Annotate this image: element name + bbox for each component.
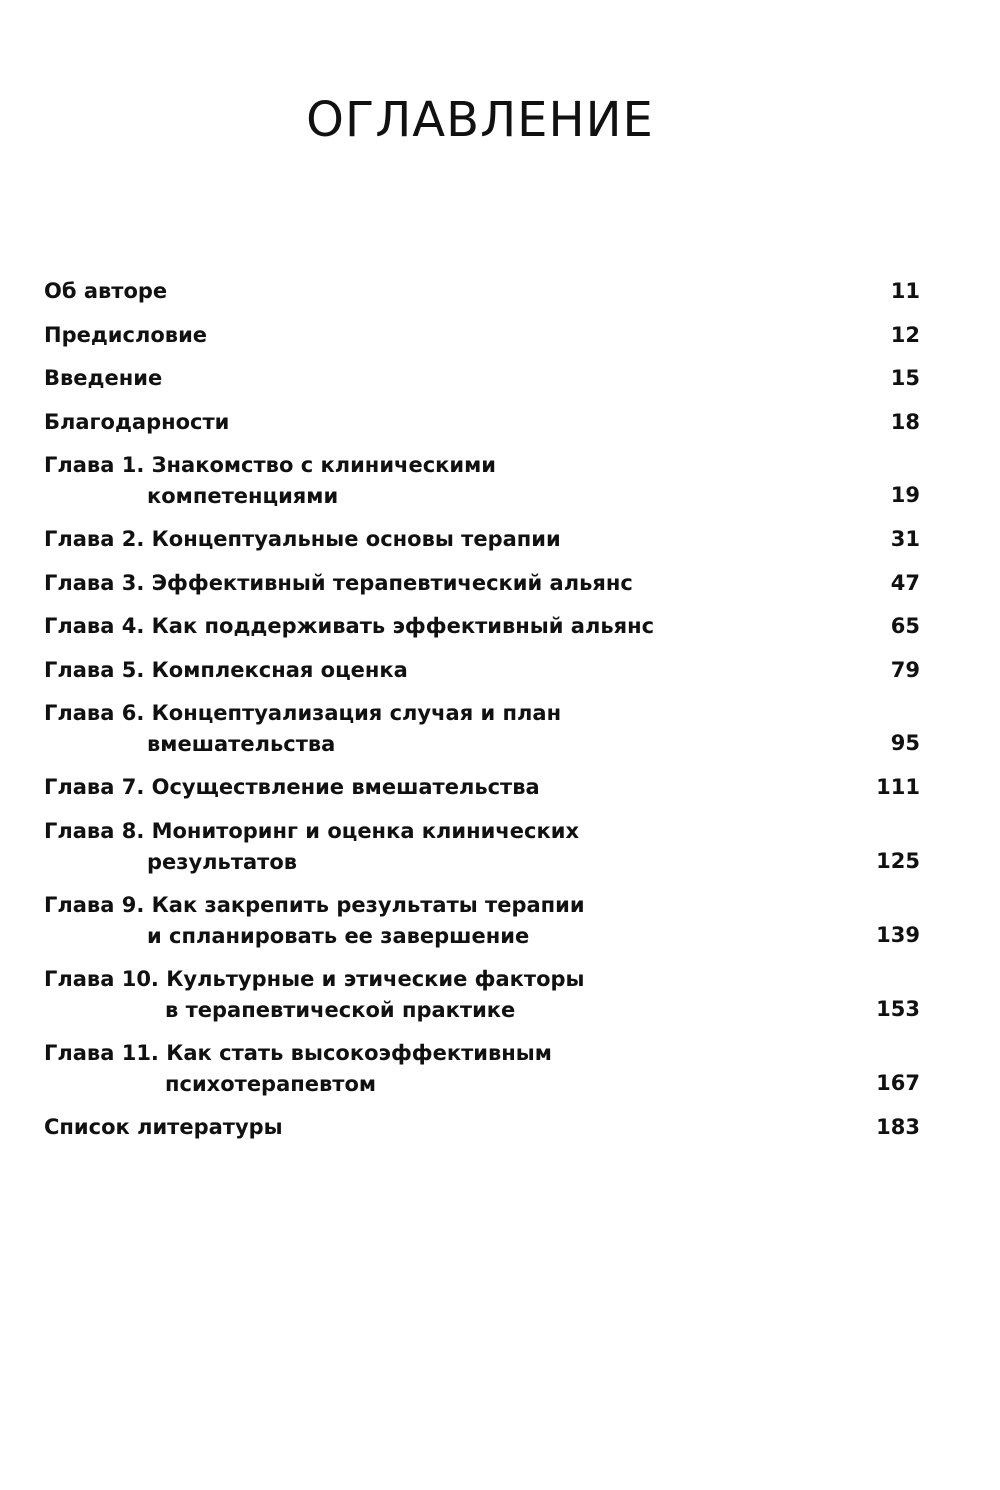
toc-entry-title: Глава 9. Как закрепить результаты терапии	[44, 892, 585, 917]
toc-entry-title-continued: компетенциями	[147, 484, 339, 508]
toc-entry-page: 183	[876, 1114, 920, 1139]
table-of-contents	[44, 276, 920, 1155]
toc-entry-page: 65	[890, 614, 920, 638]
toc-entry-title: Список литературы	[44, 1114, 283, 1139]
toc-entry-title-continued: результатов	[147, 849, 298, 874]
toc-entry-page: 167	[876, 1070, 920, 1095]
chapter-label: Глава 8.	[44, 818, 145, 843]
toc-entry-title-continued: вмешательства	[147, 732, 336, 756]
toc-entry[interactable]	[44, 816, 920, 890]
chapter-label: Глава 1.	[44, 453, 145, 477]
chapter-label: Глава 3.	[44, 570, 145, 595]
toc-entry-page: 15	[890, 366, 920, 390]
toc-entry[interactable]	[44, 276, 920, 320]
chapter-label: Глава 9.	[44, 892, 145, 917]
toc-entry-page: 47	[890, 570, 920, 595]
toc-entry-title: Глава 11. Как стать высокоэффективным	[44, 1040, 552, 1065]
toc-entry-title-continued: и спланировать ее завершение	[147, 923, 530, 948]
toc-entry[interactable]	[44, 655, 920, 699]
toc-entry-title: Глава 3. Эффективный терапевтический альянс	[44, 570, 633, 595]
toc-entry-page: 19	[890, 483, 920, 507]
chapter-label: Глава 10.	[44, 966, 159, 991]
toc-entry[interactable]	[44, 698, 920, 772]
toc-entry[interactable]	[44, 320, 920, 364]
toc-entry-page: 11	[890, 279, 920, 303]
toc-entry[interactable]	[44, 568, 920, 612]
chapter-label: Глава 7.	[44, 775, 145, 799]
toc-entry-page: 139	[876, 922, 920, 947]
toc-entry[interactable]	[44, 890, 920, 964]
toc-entry-title: Глава 7. Осуществление вмешательства	[44, 775, 540, 799]
toc-entry-title: Глава 5. Комплексная оценка	[44, 657, 408, 682]
toc-entry-page: 12	[890, 322, 920, 347]
chapter-label: Глава 6.	[44, 701, 145, 725]
toc-entry-title-continued: психотерапевтом	[165, 1071, 377, 1096]
toc-entry-page: 18	[890, 409, 920, 434]
toc-entry[interactable]	[44, 611, 920, 655]
toc-entry-page: 125	[876, 848, 920, 873]
toc-entry-title-continued: в терапевтической практике	[165, 997, 516, 1022]
toc-entry-title: Глава 6. Концептуализация случая и план	[44, 701, 562, 725]
toc-entry-title: Глава 1. Знакомство с клиническими	[44, 453, 496, 477]
toc-entry[interactable]	[44, 524, 920, 568]
toc-entry-page: 31	[890, 527, 920, 551]
toc-entry[interactable]	[44, 1112, 920, 1156]
chapter-label: Глава 11.	[44, 1040, 159, 1065]
toc-entry[interactable]	[44, 450, 920, 524]
toc-entry-title: Введение	[44, 366, 163, 390]
toc-entry-title: Глава 2. Концептуальные основы терапии	[44, 527, 561, 551]
toc-entry-title: Глава 8. Мониторинг и оценка клинических	[44, 818, 579, 843]
toc-entry-title: Предисловие	[44, 322, 208, 347]
page-title: ОГЛАВЛЕНИЕ	[306, 92, 654, 148]
toc-entry-page: 79	[890, 657, 920, 682]
toc-entry-title: Глава 10. Культурные и этические факторы	[44, 966, 585, 991]
toc-entry[interactable]	[44, 1038, 920, 1112]
chapter-label: Глава 4.	[44, 614, 145, 638]
toc-entry-page: 153	[876, 996, 920, 1021]
toc-entry-title: Об авторе	[44, 279, 168, 303]
toc-entry-page: 95	[890, 731, 920, 755]
toc-entry-title: Благодарности	[44, 409, 230, 434]
chapter-label: Глава 2.	[44, 527, 145, 551]
toc-entry[interactable]	[44, 772, 920, 816]
toc-entry[interactable]	[44, 407, 920, 451]
chapter-label: Глава 5.	[44, 657, 145, 682]
toc-entry[interactable]	[44, 363, 920, 407]
toc-entry[interactable]	[44, 964, 920, 1038]
toc-entry-page: 111	[876, 775, 920, 799]
toc-entry-title: Глава 4. Как поддерживать эффективный альянс	[44, 614, 655, 638]
